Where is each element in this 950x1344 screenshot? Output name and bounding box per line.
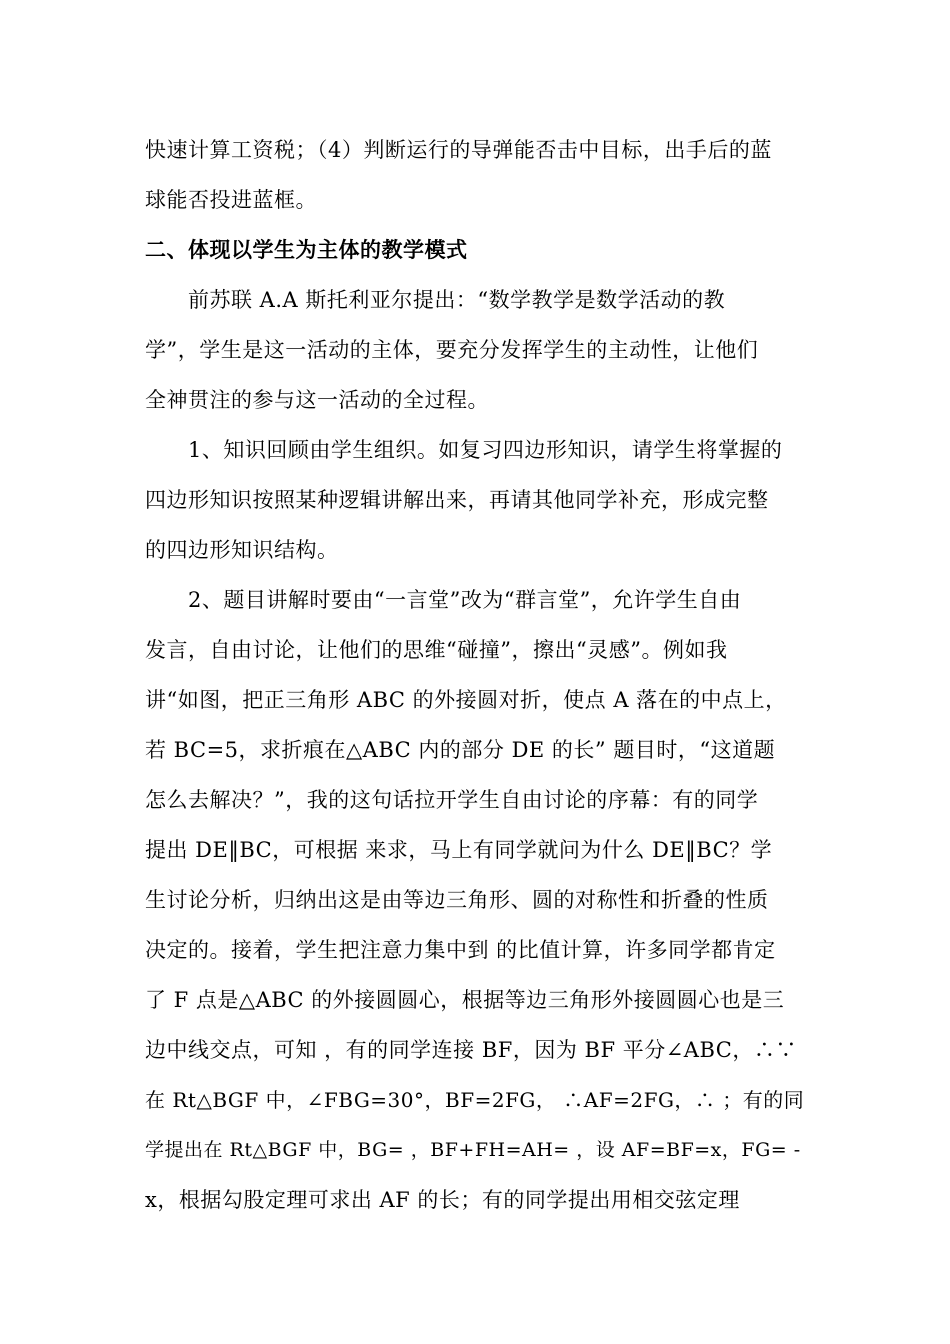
paragraph-line: 四边形知识按照某种逻辑讲解出来，再请其他同学补充，形成完整 [145,488,769,512]
paragraph-line: 发言，自由讨论，让他们的思维“碰撞”，擦出“灵感”。例如我 [145,638,728,662]
paragraph-line: 讲“如图，把正三角形 ABC 的外接圆对折，使点 A 落在的中点上， [145,688,787,712]
paragraph-line: 全神贯注的参与这一活动的全过程。 [145,388,489,412]
paragraph-line: 学”，学生是这一活动的主体，要充分发挥学生的主动性，让他们 [145,338,759,362]
paragraph-line: 边中线交点，可知 ，有的同学连接 BF，因为 BF 平分∠ABC，∴∵ [145,1038,797,1062]
paragraph-line: 在 Rt△BGF 中，∠FBG=30°，BF=2FG， ∴AF=2FG，∴ ；有的同 [145,1088,805,1112]
paragraph-line: 了 F 点是△ABC 的外接圆圆心，根据等边三角形外接圆圆心也是三 [145,988,785,1012]
paragraph-line: 决定的。接着，学生把注意力集中到 的比值计算，许多同学都肯定 [145,938,776,962]
paragraph-line: 怎么去解决？”，我的这句话拉开学生自由讨论的序幕：有的同学 [145,788,759,812]
section-heading: 二、体现以学生为主体的教学模式 [145,238,468,262]
paragraph-line: 生讨论分析，归纳出这是由等边三角形、圆的对称性和折叠的性质 [145,888,769,912]
paragraph-line: 提出 DE‖BC，可根据 来求，马上有同学就问为什么 DE‖BC？学 [145,838,773,862]
paragraph-line: 的四边形知识结构。 [145,538,339,562]
paragraph-line: 1、知识回顾由学生组织。如复习四边形知识，请学生将掌握的 [188,438,783,462]
paragraph-line: 前苏联 A.A 斯托利亚尔提出：“数学教学是数学活动的教 [188,288,726,312]
paragraph-line: 球能否投进蓝框。 [145,188,317,212]
paragraph-line: 快速计算工资税；（4）判断运行的导弹能否击中目标，出手后的蓝 [145,138,772,162]
paragraph-line: 若 BC=5，求折痕在△ABC 内的部分 DE 的长” 题目时，“这道题 [145,738,776,762]
paragraph-line: x，根据勾股定理可求出 AF 的长；有的同学提出用相交弦定理 [145,1188,740,1212]
paragraph-line: 学提出在 Rt△BGF 中，BG= ，BF+FH=AH= ，设 AF=BF=x，FG= - [145,1139,801,1161]
paragraph-line: 2、题目讲解时要由“一言堂”改为“群言堂”，允许学生自由 [188,588,742,612]
